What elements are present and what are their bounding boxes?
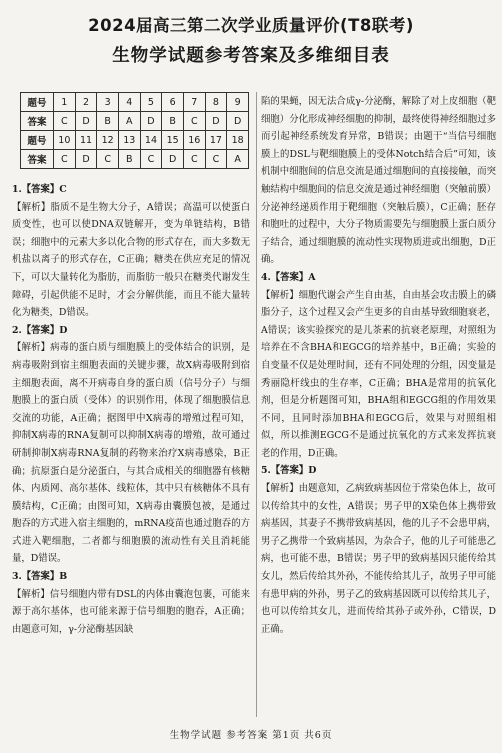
answer-table-cell: 7 [183, 93, 205, 112]
left-column [12, 181, 250, 638]
answer-table-cell: 8 [205, 93, 227, 112]
answer-table-cell: 10 [54, 131, 76, 150]
answer-table-cell: 5 [140, 93, 162, 112]
answer-table-cell: C [54, 150, 76, 169]
answer-table-row-label: 答案 [21, 112, 54, 131]
answer-table-row [21, 112, 249, 131]
document-title: 2024届高三第二次学业质量评价(T8联考) [88, 16, 414, 35]
answer-table-cell: 1 [54, 93, 76, 112]
answer-table-row [21, 93, 249, 112]
answer-table-cell: C [183, 112, 205, 131]
answer-table-cell: 6 [162, 93, 184, 112]
answer-table-cell: 4 [118, 93, 140, 112]
right-column [261, 93, 496, 638]
explanation-paragraph: 【解析】由题意知，乙病致病基因位于常染色体上，故可以传给其中的女性，A错误；男子甲的X染色体上携带致病基因，其妻子不携带致病基因，他的儿子不会患甲病，男子乙携带一个致病基因，为杂合子，他的儿子可能患乙病，也可能不患，B错误；男子甲的致病基因只能传给其女儿，然后传给其外孙，不能传给其儿子，故男子甲可能有患甲病的外孙，男子乙的致病基因既可以传给其儿子，也可以传给其女儿，进而传给其孙子或外孙，C错误，D正确。 [261, 483, 496, 635]
answer-table-cell: 13 [118, 131, 140, 150]
answer-table-cell: D [75, 150, 97, 169]
answer-table-cell: 12 [97, 131, 119, 150]
answer-table-cell: 18 [227, 131, 249, 150]
answer-table-cell: C [205, 150, 227, 169]
answer-table-cell: 17 [205, 131, 227, 150]
answer-table-cell: D [162, 150, 184, 169]
answer-table-cell: C [97, 150, 119, 169]
explanation-paragraph: 【解析】细胞代谢会产生自由基，自由基会攻击膜上的磷脂分子，这个过程又会产生更多的自由基导致细胞衰老，A错误；该实验探究的是儿茶素的抗衰老原理，对照组为培养在不含BHA和EGCG的培养基中，B正确；实验的自变量不仅是处理时间，还有不同处理的分组，因变量是秀丽隐杆线虫的生存率，C正确；BHA是常用的抗氧化剂，但是分析题图可知，BHA组和EGCG组的作用效果不同，且同时添加BHA和EGCG后，效果与对照组相似，所以推测EGCG不是通过抗氧化的方式来发挥抗衰老的作用，D正确。 [261, 289, 496, 459]
explanation-paragraph: 【解析】病毒的蛋白质与细胞膜上的受体结合的识别，是病毒吸附到宿主细胞表面的关键步骤，故X病毒吸附到宿主细胞表面，离不开病毒自身的蛋白质（信号分子）与细胞膜上的蛋白质（受体）的识别作用，体现了细胞膜信息交流的功能，A正确；据图甲中X病毒的增殖过程可知，抑制X病毒的RNA复制可以抑制X病毒的增殖，故可通过研制抑制X病毒RNA复制的药物来治疗X病毒感染，B正确；抗原蛋白是分泌蛋白，与其合成相关的细胞器有核糖体、内质网、高尔基体、线粒体，其中只有核糖体不具有膜结构，C正确；由图可知，X病毒由囊膜包被，是通过胞吞的方式进入宿主细胞的，mRNA疫苗也通过胞吞的方式进入靶细胞，二者都与细胞膜的流动性有关且消耗能量，D错误。 [12, 342, 250, 565]
question-answer-heading: 2.【答案】D [12, 324, 68, 336]
answer-table-cell: C [183, 150, 205, 169]
answer-table-row-label: 题号 [21, 93, 54, 112]
answer-table-cell: D [75, 112, 97, 131]
answer-table-row [21, 131, 249, 150]
explanation-paragraph: 【解析】脂质不是生物大分子，A错误；高温可以使蛋白质变性，也可以使DNA双链解开，变为单链结构，B错误；细胞中的元素大多以化合物的形式存在，而大多数无机盐以离子的形式存在，C正确；糖类在供应充足的情况下，可以大量转化为脂肪，而脂肪一般只在糖类代谢发生障碍，引起供能不足时，才会分解供能，而且不能大量转化为糖类，D错误。 [12, 201, 250, 319]
answer-table-cell: 3 [97, 93, 119, 112]
document-subtitle: 生物学试题参考答案及多维细目表 [112, 46, 390, 66]
answer-table-cell: A [227, 150, 249, 169]
answer-table-cell: D [227, 112, 249, 131]
question-answer-heading: 1.【答案】C [12, 184, 67, 195]
answer-table-cell: 2 [75, 93, 97, 112]
question-answer-heading: 5.【答案】D [261, 465, 317, 477]
question-answer-heading: 4.【答案】A [261, 271, 316, 283]
page-footer: 生物学试题 参考答案 第1页 共6页 [169, 730, 333, 741]
column-divider [256, 92, 257, 717]
answer-table-cell: C [54, 112, 76, 131]
answer-table-cell: D [205, 112, 227, 131]
answer-table-row-label: 答案 [21, 150, 54, 169]
answer-table-cell: 9 [227, 93, 249, 112]
answer-table-cell: B [118, 150, 140, 169]
answer-table-row-label: 题号 [21, 131, 54, 150]
explanation-paragraph: 【解析】信号细胞内带有DSL的内体由囊泡包裹，可能来源于高尔基体，也可能来源于信号细胞的胞吞，A正确；由题意可知，γ-分泌酶基因缺 [12, 588, 250, 635]
answer-table-cell: B [97, 112, 119, 131]
answer-table-cell: D [140, 112, 162, 131]
answer-table-row [21, 150, 249, 169]
explanation-paragraph: 陷的果蝇，因无法合成γ-分泌酶，解除了对上皮细胞（靶细胞）分化形成神经细胞的抑制，最终使得神经细胞过多而引起神经系统发育异常，B错误；由题干“当信号细胞膜上的DSL与靶细胞膜上的受体Notch结合后”可知，该机制中细胞间的信息交流是通过细胞间的直接接触，而突触结构中细胞间的信息交流是通过神经细胞（突触前膜）分泌神经递质作用于靶细胞（突触后膜），C正确；胚存和胞吐的过程中，大分子物质需要先与细胞膜上蛋白质分子结合，通过细胞膜的流动性实现物质进或出细胞，D正确。 [261, 96, 496, 266]
answer-table-cell: B [162, 112, 184, 131]
question-answer-heading: 3.【答案】B [12, 571, 68, 583]
answer-table-cell: 16 [183, 131, 205, 150]
answer-table-cell: A [118, 112, 140, 131]
answer-table [20, 92, 249, 169]
answer-table-cell: 11 [75, 131, 97, 150]
answer-table-cell: 15 [162, 131, 184, 150]
answer-table-cell: 14 [140, 131, 162, 150]
answer-table-cell: C [140, 150, 162, 169]
